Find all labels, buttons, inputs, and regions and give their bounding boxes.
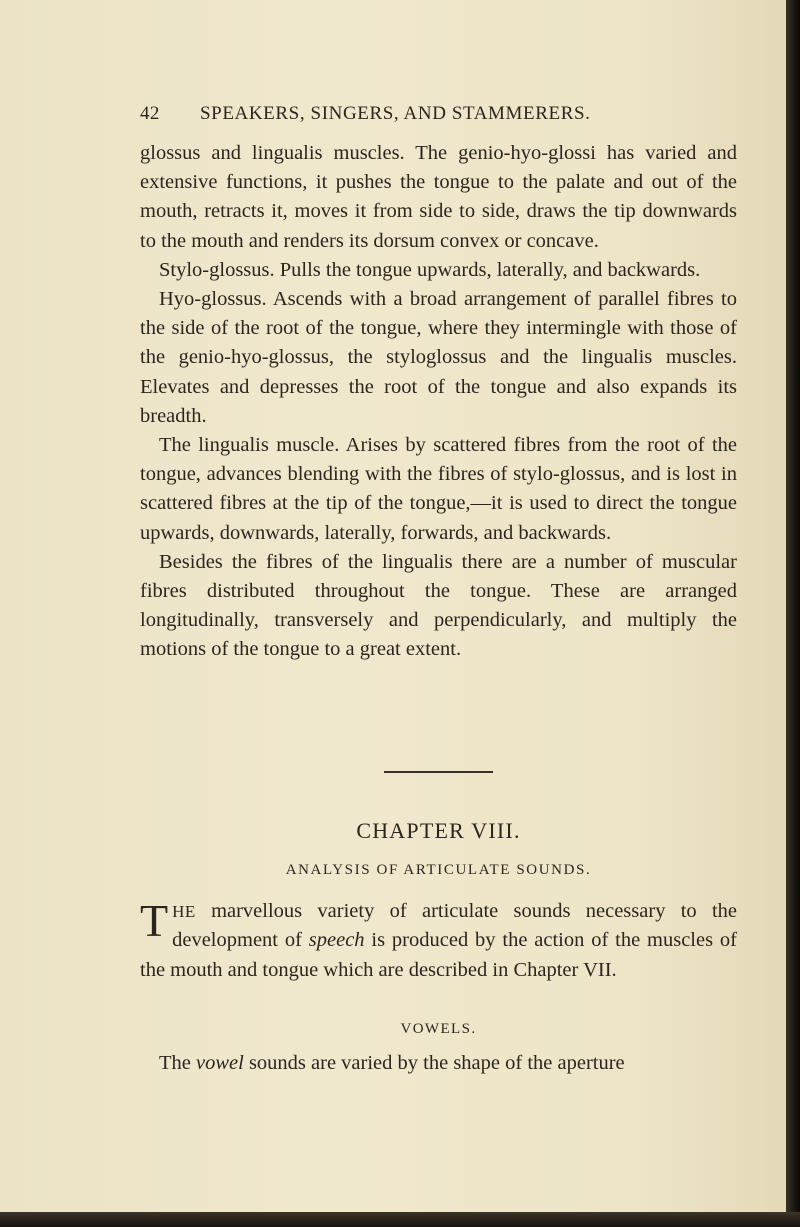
body-text xyxy=(140,139,737,665)
vowels-paragraph xyxy=(140,1049,737,1078)
italic-vowel: vowel xyxy=(196,1052,244,1074)
paragraph-muscular-fibres: Besides the fibres of the lingualis there are a number of muscular fibres distributed throughout the tongue. These are arranged longitudinally, transversely and perpendicularly, and multiply the motions of the tongue to a great extent. xyxy=(140,550,737,661)
vowels-text-continued: sounds are varied by the shape of the aperture xyxy=(243,1052,625,1074)
opening-small-caps: HE xyxy=(172,902,196,921)
opening-text-continued: is produced by the action of the muscles of the mouth and tongue which are described in Chapter VII. xyxy=(140,929,737,981)
chapter-opening-paragraph xyxy=(140,897,737,985)
chapter-title: CHAPTER VIII. xyxy=(356,818,521,843)
vowels-text: The xyxy=(159,1052,196,1074)
running-title: SPEAKERS, SINGERS, AND STAMMERERS. xyxy=(200,103,591,124)
paragraph-stylo-glossus: Stylo-glossus. Pulls the tongue upwards, laterally, and backwards. xyxy=(159,258,701,281)
paragraph-continued: glossus and lingualis muscles. The genio-hyo-glossi has varied and extensive functions, it pushes the tongue to the palate and out of the mouth, retracts it, moves it from side to side, draws the tip downwards to the mouth and renders its dorsum convex or concave. xyxy=(140,142,737,252)
page-edge-right xyxy=(786,0,800,1227)
paragraph-lingualis: The lingualis muscle. Arises by scattered fibres from the root of the tongue, advances blending with the fibres of stylo-glossus, and is lost in scattered fibres at the tip of the tongue,—it is used to direct the tongue upwards, downwards, laterally, forwards, and backwards. xyxy=(140,434,737,544)
chapter-subtitle: ANALYSIS OF ARTICULATE SOUNDS. xyxy=(285,862,592,878)
page-edge-bottom xyxy=(0,1212,800,1227)
running-head xyxy=(140,103,780,125)
opening-text: marvellous variety of articulate sounds necessary to the development of xyxy=(172,900,737,952)
page-number: 42 xyxy=(140,103,160,124)
section-divider xyxy=(384,771,493,773)
paragraph-hyo-glossus: Hyo-glossus. Ascends with a broad arrangement of parallel fibres to the side of the root of the tongue, where they intermingle with those of the genio-hyo-glossus, the styloglossus and the lingualis muscles. Elevates and depresses the root of the tongue and also expands its breadth. xyxy=(140,288,737,427)
italic-speech: speech xyxy=(308,929,365,952)
vowels-heading: VOWELS. xyxy=(400,1021,477,1037)
drop-cap: T xyxy=(140,895,169,946)
